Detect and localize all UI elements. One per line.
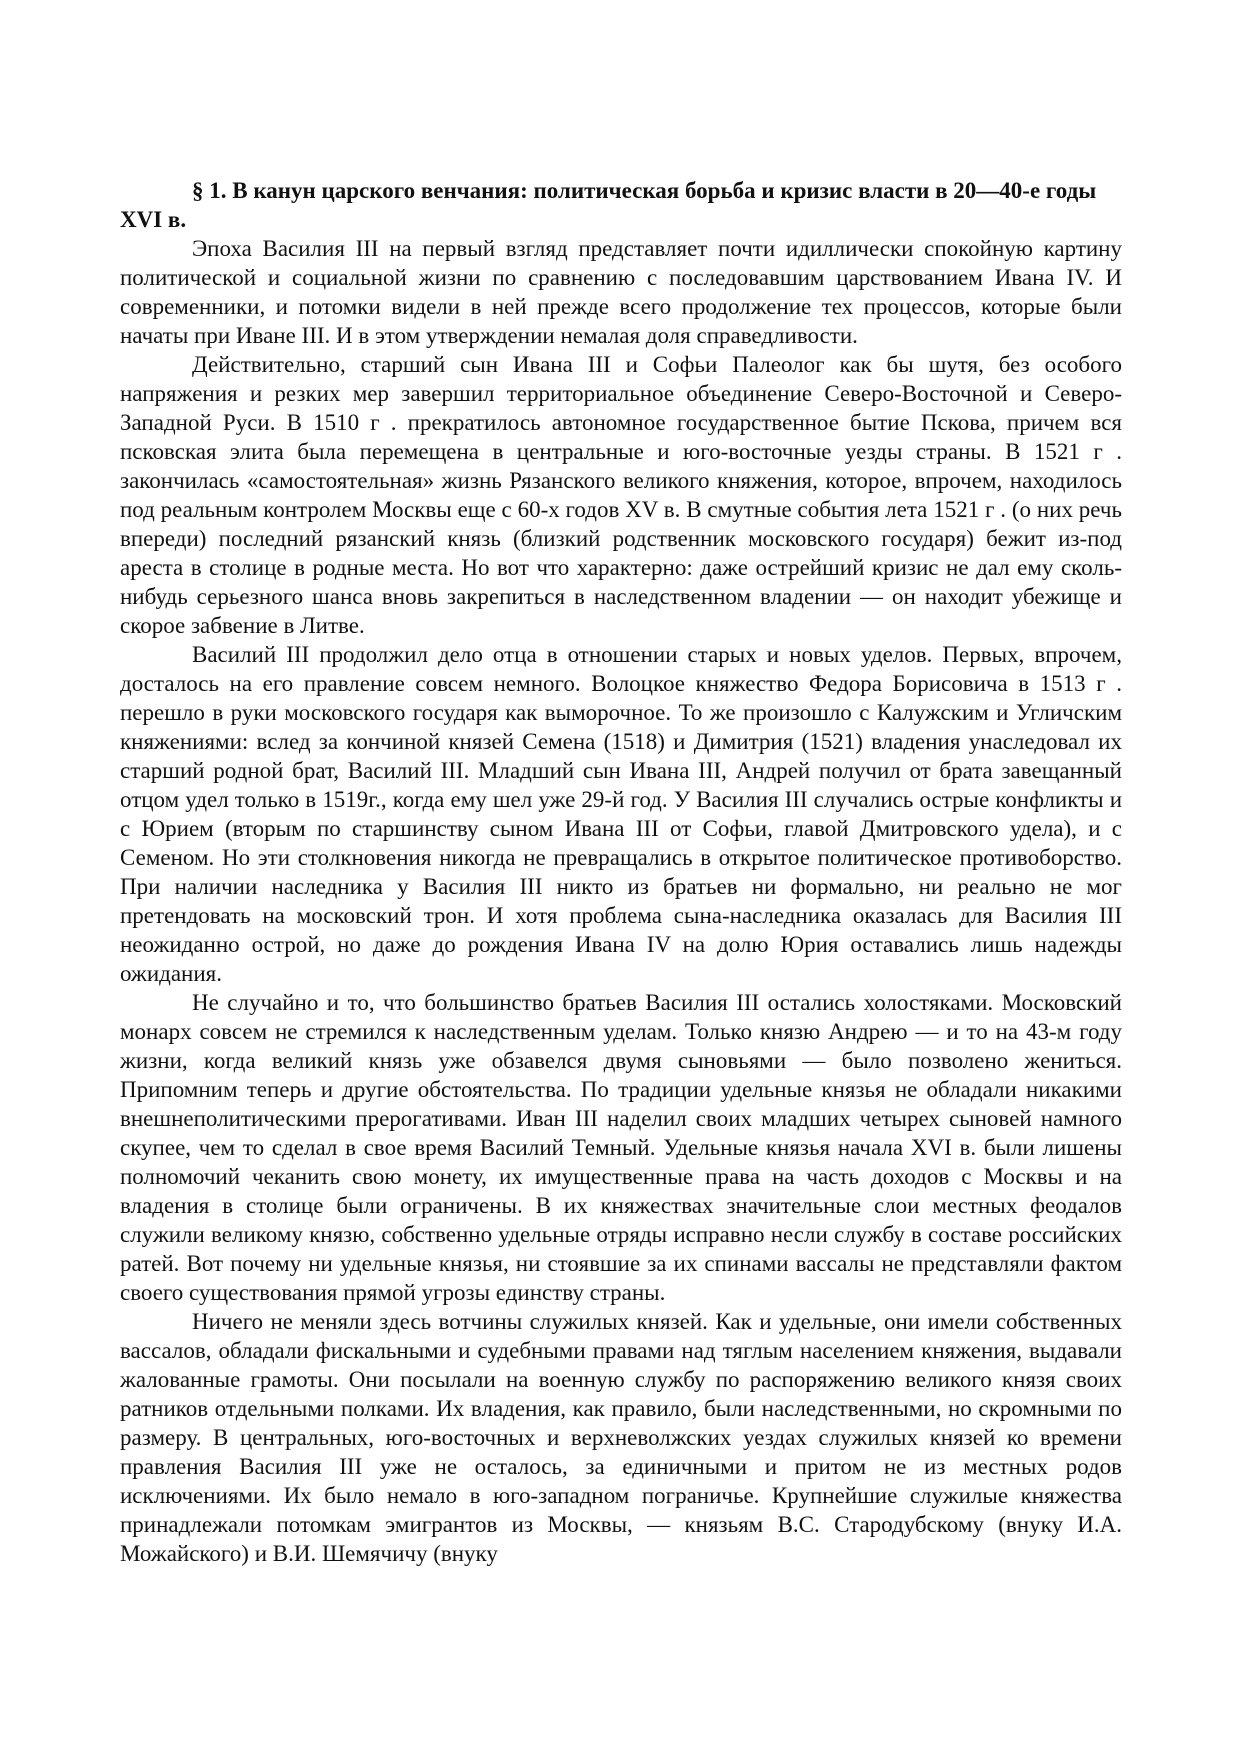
paragraph-2: Действительно, старший сын Ивана III и Софьи Палеолог как бы шутя, без особого напряжения и резких мер завершил территориальное объединение Северо-Восточной и Северо-Западной Руси. В 1510 г . прекратилось автономное государственное бытие Пскова, причем вся псковская элита была перемещена в центральные и юго-восточные уезды страны. В 1521 г . закончилась «самостоятельная» жизнь Рязанского великого княжения, которое, впрочем, находилось под реальным контролем Москвы еще с 60-х годов XV в. В смутные события лета 1521 г . (о них речь впереди) последний рязанский князь (близкий родственник московского государя) бежит из-под ареста в столице в родные места. Но вот что характерно: даже острейший кризис не дал ему сколь-нибудь серьезного шанса вновь закрепиться в наследственном владении — он находит убежище и скорое забвение в Литве.	[120, 352, 1122, 638]
paragraph-5: Ничего не меняли здесь вотчины служилых князей. Как и удельные, они имели собственных вассалов, обладали фискальными и судебными правами над тяглым населением княжения, выдавали жалованные грамоты. Они посылали на военную службу по распоряжению великого князя своих ратников отдельными полками. Их владения, как правило, были наследственными, но скромными по размеру. В центральных, юго-восточных и верхневолжских уездах служилых князей ко времени правления Василия III уже не осталось, за единичными и притом не из местных родов исключениями. Их было немало в юго-западном пограничье. Крупнейшие служилые княжества принадлежали потомкам эмигрантов из Москвы, — князьям В.С. Стародубскому (внуку И.А. Можайского) и В.И. Шемячичу (внуку	[120, 1309, 1122, 1566]
paragraph-1: Эпоха Василия III на первый взгляд представляет почти идиллически спокойную картину политической и социальной жизни по сравнению с последовавшим царствованием Ивана IV. И современники, и потомки видели в ней прежде всего продолжение тех процессов, которые были начаты при Иване III. И в этом утверждении немалая доля справедливости.	[120, 236, 1122, 348]
section-heading: § 1. В канун царского венчания: политическая борьба и кризис власти в 20—40-е годы XVI в.	[120, 178, 1097, 232]
paragraph-4: Не случайно и то, что большинство братьев Василия III остались холостяками. Московский монарх совсем не стремился к наследственным уделам. Только князю Андрею — и то на 43-м году жизни, когда великий князь уже обзавелся двумя сыновьями — было позволено жениться. Припомним теперь и другие обстоятельства. По традиции удельные князья не обладали никакими внешнеполитическими прерогативами. Иван III наделил своих младших четырех сыновей намного скупее, чем то сделал в свое время Василий Темный. Удельные князья начала XVI в. были лишены полномочий чеканить свою монету, их имущественные права на часть доходов с Москвы и на владения в столице были ограничены. В их княжествах значительные слои местных феодалов служили великому князю, собственно удельные отряды исправно несли службу в составе российских ратей. Вот почему ни удельные князья, ни стоявшие за их спинами вассалы не представляли фактом своего существования прямой угрозы единству страны.	[120, 990, 1122, 1305]
document-body	[120, 176, 1122, 1568]
paragraph-3: Василий III продолжил дело отца в отношении старых и новых уделов. Первых, впрочем, досталось на его правление совсем немного. Волоцкое княжество Федора Борисовича в 1513 г . перешло в руки московского государя как выморочное. То же произошло с Калужским и Угличским княжениями: вслед за кончиной князей Семена (1518) и Димитрия (1521) владения унаследовал их старший родной брат, Василий III. Младший сын Ивана III, Андрей получил от брата завещанный отцом удел только в 1519г., когда ему шел уже 29-й год. У Василия III случались острые конфликты и с Юрием (вторым по старшинству сыном Ивана III от Софьи, главой Дмитровского удела), и с Семеном. Но эти столкновения никогда не превращались в открытое политическое противоборство. При наличии наследника у Василия III никто из братьев ни формально, ни реально не мог претендовать на московский трон. И хотя проблема сына-наследника оказалась для Василия III неожиданно острой, но даже до рождения Ивана IV на долю Юрия оставались лишь надежды ожидания.	[120, 642, 1122, 986]
